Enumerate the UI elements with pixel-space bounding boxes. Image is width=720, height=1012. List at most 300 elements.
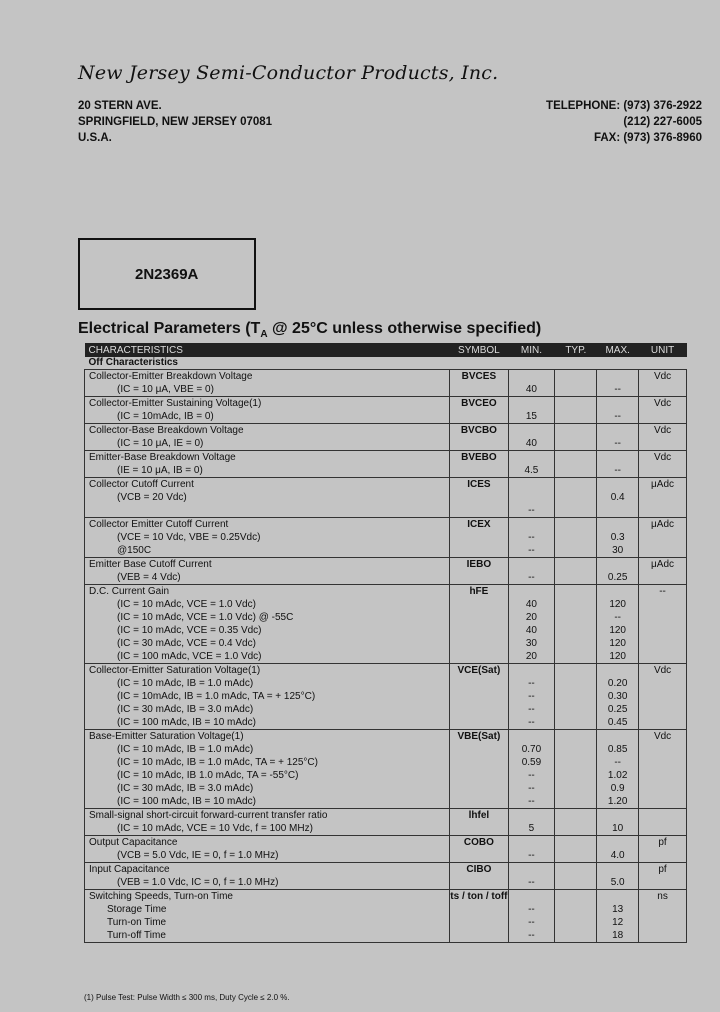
cell-line [555,903,596,916]
cell-line: 1.20 [607,796,628,807]
cell-line: 0.3 [610,532,625,543]
cell-line [555,876,596,889]
cell-line [555,743,596,756]
cell-line: BVCBO [460,425,497,436]
table-header-row [85,343,687,357]
cell-line [555,571,596,584]
heading-suffix: @ 25°C unless otherwise specified) [267,320,542,337]
typ-cell [555,518,597,558]
table-row [85,424,687,451]
cell-line: -- [614,612,621,623]
max-cell [597,664,639,730]
unit-cell [639,730,687,809]
spacer [509,836,555,849]
cell-line: Collector-Emitter Sustaining Voltage(1) [89,398,262,409]
min-cell [508,809,555,836]
cell-line: -- [614,465,621,476]
address-line: SPRINGFIELD, NEW JERSEY 07081 [78,116,273,128]
min-cell [508,558,555,585]
cell-line: 0.59 [521,757,542,768]
address-line: 20 STERN AVE. [78,100,162,112]
cell-line: 0.25 [607,572,628,583]
characteristic-cell [85,863,450,890]
max-cell [597,809,639,836]
cell-line: (IC = 100 mAdc, IB = 10 mAdc) [117,796,256,807]
cell-line: 120 [609,651,626,662]
cell-line: (IC = 10 mAdc, VCE = 1.0 Vdc) [117,599,256,610]
cell-line: ICES [467,479,491,490]
cell-line: 120 [609,638,626,649]
symbol-cell [450,809,508,836]
cell-line: (IC = 10 mAdc, VCE = 1.0 Vdc) @ -55C [117,612,294,623]
cell-line: -- [659,586,666,597]
symbol-cell [450,664,508,730]
table-row [85,730,687,809]
part-number-box [78,238,256,310]
spacer [509,585,555,598]
cell-line: Output Capacitance [89,837,178,848]
unit-cell [639,836,687,863]
cell-line [555,598,596,611]
cell-line: 0.30 [607,691,628,702]
cell-line: ts / ton / toff [450,891,508,902]
cell-line: 0.4 [610,492,625,503]
cell-line: Base-Emitter Saturation Voltage(1) [89,731,244,742]
table-row [85,836,687,863]
cell-line: 20 [525,651,537,662]
cell-line: -- [614,411,621,422]
cell-line: (IC = 10mAdc, IB = 1.0 mAdc, TA = + 125°C) [117,691,316,702]
spacer [509,397,555,410]
table-row [85,890,687,943]
cell-line: Collector-Emitter Breakdown Voltage [89,371,253,382]
symbol-cell [450,370,508,397]
symbol-cell [450,836,508,863]
spacer [509,730,555,743]
cell-line: (VCE = 10 Vdc, VBE = 0.25Vdc) [117,532,261,543]
symbol-cell [450,478,508,518]
spacer [597,518,638,531]
unit-cell [639,664,687,730]
min-cell [508,370,555,397]
section-title: Off Characteristics [88,357,178,368]
cell-line: (IC = 10 mAdc, VCE = 10 Vdc, f = 100 MHz) [117,823,313,834]
spacer [597,478,638,491]
cell-line [639,809,686,822]
cell-line [555,383,596,396]
cell-line [555,822,596,835]
cell-line: -- [528,917,535,928]
unit-cell [639,809,687,836]
spacer [597,585,638,598]
cell-line: (IC = 10 mAdc, IB = 1.0 mAdc) [117,744,254,755]
cell-line: -- [528,572,535,583]
cell-line: Storage Time [107,904,167,915]
min-cell [508,664,555,730]
characteristic-cell [85,730,450,809]
cell-line: 5 [528,823,535,834]
spacer [555,478,596,491]
cell-line [555,677,596,690]
unit-cell [639,370,687,397]
cell-line: Small-signal short-circuit forward-current transfer ratio [89,810,328,821]
table-row [85,585,687,664]
max-cell [597,558,639,585]
min-cell [508,836,555,863]
unit-cell [639,863,687,890]
cell-line: 0.20 [607,678,628,689]
cell-line: (IC = 10 mAdc, IB 1.0 mAdc, TA = -55°C) [117,770,299,781]
unit-cell [639,478,687,518]
min-cell [508,397,555,424]
col-header: TYP. [555,343,597,357]
cell-line: 120 [609,625,626,636]
spacer [509,370,555,383]
unit-cell [639,451,687,478]
spacer [555,424,596,437]
spacer [555,518,596,531]
characteristic-cell [85,664,450,730]
symbol-cell [450,890,508,943]
spacer [509,451,555,464]
cell-line: hFE [469,586,489,597]
unit-cell [639,890,687,943]
typ-cell [555,585,597,664]
spacer [597,809,638,822]
cell-line: D.C. Current Gain [89,586,170,597]
cell-line: μAdc [651,519,675,530]
cell-line: -- [528,783,535,794]
table-row [85,863,687,890]
cell-line: (IC = 10 μA, IE = 0) [117,438,204,449]
page-heading [78,320,541,340]
spacer [555,397,596,410]
cell-line: -- [528,678,535,689]
cell-line: Collector Emitter Cutoff Current [89,519,229,530]
unit-cell [639,518,687,558]
spacer [555,890,596,903]
cell-line: (IC = 30 mAdc, VCE = 0.4 Vdc) [117,638,256,649]
cell-line: Emitter Base Cutoff Current [89,559,212,570]
cell-line: BVCEO [461,398,497,409]
table-row [85,370,687,397]
spacer [555,585,596,598]
cell-line [555,531,596,544]
cell-line: 40 [525,384,537,395]
cell-line: pf [658,864,667,875]
symbol-cell [450,585,508,664]
spacer [509,478,555,491]
cell-line: Vdc [653,665,672,676]
min-cell [508,451,555,478]
address-line: U.S.A. [78,132,112,144]
typ-cell [555,397,597,424]
cell-line: @150C [117,545,152,556]
cell-line [509,491,555,504]
typ-cell [555,730,597,809]
cell-line: VBE(Sat) [457,731,501,742]
section-row [85,357,687,370]
symbol-cell [450,424,508,451]
cell-line: Turn-on Time [107,917,167,928]
min-cell [508,424,555,451]
cell-line: (IC = 10mAdc, IB = 0) [117,411,214,422]
cell-line: 0.70 [521,744,542,755]
cell-line: -- [528,717,535,728]
typ-cell [555,836,597,863]
typ-cell [555,809,597,836]
table-row [85,518,687,558]
characteristic-cell [85,424,450,451]
cell-line: 4.0 [610,850,625,861]
unit-cell [639,558,687,585]
cell-line: VCE(Sat) [457,665,501,676]
characteristic-cell [85,585,450,664]
cell-line: Switching Speeds, Turn-on Time [89,891,233,902]
cell-line: -- [528,930,535,941]
symbol-cell [450,518,508,558]
max-cell [597,397,639,424]
cell-line: Vdc [653,452,672,463]
cell-line: -- [528,704,535,715]
cell-line: 0.25 [607,704,628,715]
min-cell [508,518,555,558]
max-cell [597,518,639,558]
cell-line [509,558,555,571]
cell-line: 30 [525,638,537,649]
cell-line: (VEB = 4 Vdc) [117,572,181,583]
cell-line: 18 [612,930,624,941]
cell-line [597,558,638,571]
cell-line: Input Capacitance [89,864,170,875]
cell-line: pf [658,837,667,848]
cell-line: 4.5 [524,465,539,476]
spacer [509,890,555,903]
cell-line: 30 [612,545,624,556]
spacer [555,809,596,822]
typ-cell [555,664,597,730]
symbol-cell [450,451,508,478]
cell-line: 120 [609,599,626,610]
spacer [597,664,638,677]
col-header: MAX. [597,343,639,357]
col-header: MIN. [508,343,555,357]
characteristic-cell [85,890,450,943]
spacer [597,424,638,437]
cell-line: (IE = 10 μA, IB = 0) [117,465,203,476]
min-cell [508,863,555,890]
cell-line [555,849,596,862]
cell-line: Collector-Emitter Saturation Voltage(1) [89,665,261,676]
cell-line [555,491,596,504]
table-row [85,558,687,585]
table-row [85,451,687,478]
typ-cell [555,478,597,518]
spacer [509,664,555,677]
min-cell [508,890,555,943]
typ-cell [555,890,597,943]
cell-line: 1.02 [607,770,628,781]
spacer [555,558,596,571]
table-row [85,664,687,730]
max-cell [597,370,639,397]
max-cell [597,863,639,890]
col-header: CHARACTERISTICS [85,343,450,357]
cell-line: -- [528,545,535,556]
characteristic-cell [85,518,450,558]
spacer [509,863,555,876]
contact-block [546,98,702,146]
spacer [597,890,638,903]
cell-line: (IC = 10 mAdc, IB = 1.0 mAdc, TA = + 125°C) [117,757,318,768]
cell-line: 40 [525,625,537,636]
cell-line: -- [528,904,535,915]
table-row [85,478,687,518]
cell-line: μAdc [651,559,675,570]
cell-line: (IC = 100 mAdc, VCE = 1.0 Vdc) [117,651,262,662]
cell-line: Vdc [653,731,672,742]
spacer [555,451,596,464]
max-cell [597,478,639,518]
heading-sub: A [260,329,268,341]
cell-line: -- [528,796,535,807]
characteristic-cell [85,370,450,397]
cell-line: COBO [463,837,494,848]
cell-line: (VCB = 20 Vdc) [117,492,187,503]
cell-line: -- [528,691,535,702]
cell-line: (VEB = 1.0 Vdc, IC = 0, f = 1.0 MHz) [117,877,279,888]
cell-line: -- [528,770,535,781]
cell-line: ICEX [467,519,491,530]
spacer [597,836,638,849]
unit-cell [639,424,687,451]
cell-line: -- [614,438,621,449]
typ-cell [555,424,597,451]
cell-line: -- [528,850,535,861]
cell-line [555,464,596,477]
fax: FAX: (973) 376-8960 [593,132,702,144]
characteristic-cell [85,478,450,518]
cell-line: ns [657,891,668,902]
cell-line: -- [614,384,621,395]
cell-line: Vdc [653,398,672,409]
cell-line: 40 [525,599,537,610]
spacer [597,863,638,876]
cell-line: Vdc [653,425,672,436]
cell-line: (IC = 30 mAdc, IB = 3.0 mAdc) [117,783,254,794]
company-name: New Jersey Semi-Conductor Products, Inc. [78,62,499,84]
characteristic-cell [85,397,450,424]
cell-line: (IC = 100 mAdc, IB = 10 mAdc) [117,717,256,728]
table-row [85,809,687,836]
characteristic-cell [85,836,450,863]
min-cell [508,730,555,809]
cell-line: Collector-Base Breakdown Voltage [89,425,244,436]
cell-line: CIBO [466,864,492,875]
spacer [509,424,555,437]
symbol-cell [450,558,508,585]
symbol-cell [450,397,508,424]
cell-line: Vdc [653,371,672,382]
cell-line: -- [528,532,535,543]
cell-line [555,410,596,423]
characteristic-cell [85,558,450,585]
typ-cell [555,863,597,890]
unit-cell [639,397,687,424]
telephone-alt: (212) 227-6005 [623,116,702,128]
cell-line: 13 [612,904,624,915]
spacer [555,370,596,383]
spacer [555,836,596,849]
spacer [597,730,638,743]
symbol-cell [450,730,508,809]
cell-line: (IC = 10 mAdc, VCE = 0.35 Vdc) [117,625,262,636]
max-cell [597,836,639,863]
spacer [555,863,596,876]
cell-line: (IC = 10 mAdc, IB = 1.0 mAdc) [117,678,254,689]
cell-line [555,437,596,450]
cell-line: IEBO [466,559,492,570]
col-header: UNIT [639,343,687,357]
cell-line: BVCES [461,371,497,382]
spacer [597,370,638,383]
max-cell [597,730,639,809]
cell-line: 15 [525,411,537,422]
footnote: (1) Pulse Test: Pulse Width ≤ 300 ms, Duty Cycle ≤ 2.0 %. [84,993,290,1002]
heading-prefix: Electrical Parameters (T [78,320,261,337]
cell-line: (IC = 30 mAdc, IB = 3.0 mAdc) [117,704,254,715]
address-block [78,98,272,146]
spacer [597,397,638,410]
part-number: 2N2369A [135,266,199,283]
max-cell [597,451,639,478]
symbol-cell [450,863,508,890]
cell-line: 12 [612,917,624,928]
cell-line: lhfel [468,810,490,821]
cell-line: Turn-off Time [107,930,166,941]
cell-line: -- [614,757,621,768]
cell-line: (VCB = 5.0 Vdc, IE = 0, f = 1.0 MHz) [117,850,279,861]
characteristic-cell [85,809,450,836]
cell-line: Emitter-Base Breakdown Voltage [89,452,236,463]
cell-line: 10 [612,823,624,834]
cell-line: 0.9 [610,783,625,794]
spacer [555,664,596,677]
cell-line: -- [528,505,535,516]
spacer [509,809,555,822]
max-cell [597,890,639,943]
cell-line: 0.85 [607,744,628,755]
characteristic-cell [85,451,450,478]
cell-line: 5.0 [610,877,625,888]
spacer [597,451,638,464]
col-header: SYMBOL [450,343,508,357]
max-cell [597,585,639,664]
max-cell [597,424,639,451]
telephone: TELEPHONE: (973) 376-2922 [546,100,702,112]
cell-line: -- [528,877,535,888]
cell-line: μAdc [651,479,675,490]
typ-cell [555,370,597,397]
spacer [509,518,555,531]
cell-line: 20 [525,612,537,623]
cell-line: 0.45 [607,717,628,728]
cell-line: (IC = 10 μA, VBE = 0) [117,384,214,395]
cell-line: 40 [525,438,537,449]
cell-line: BVEBO [461,452,497,463]
typ-cell [555,451,597,478]
min-cell [508,585,555,664]
